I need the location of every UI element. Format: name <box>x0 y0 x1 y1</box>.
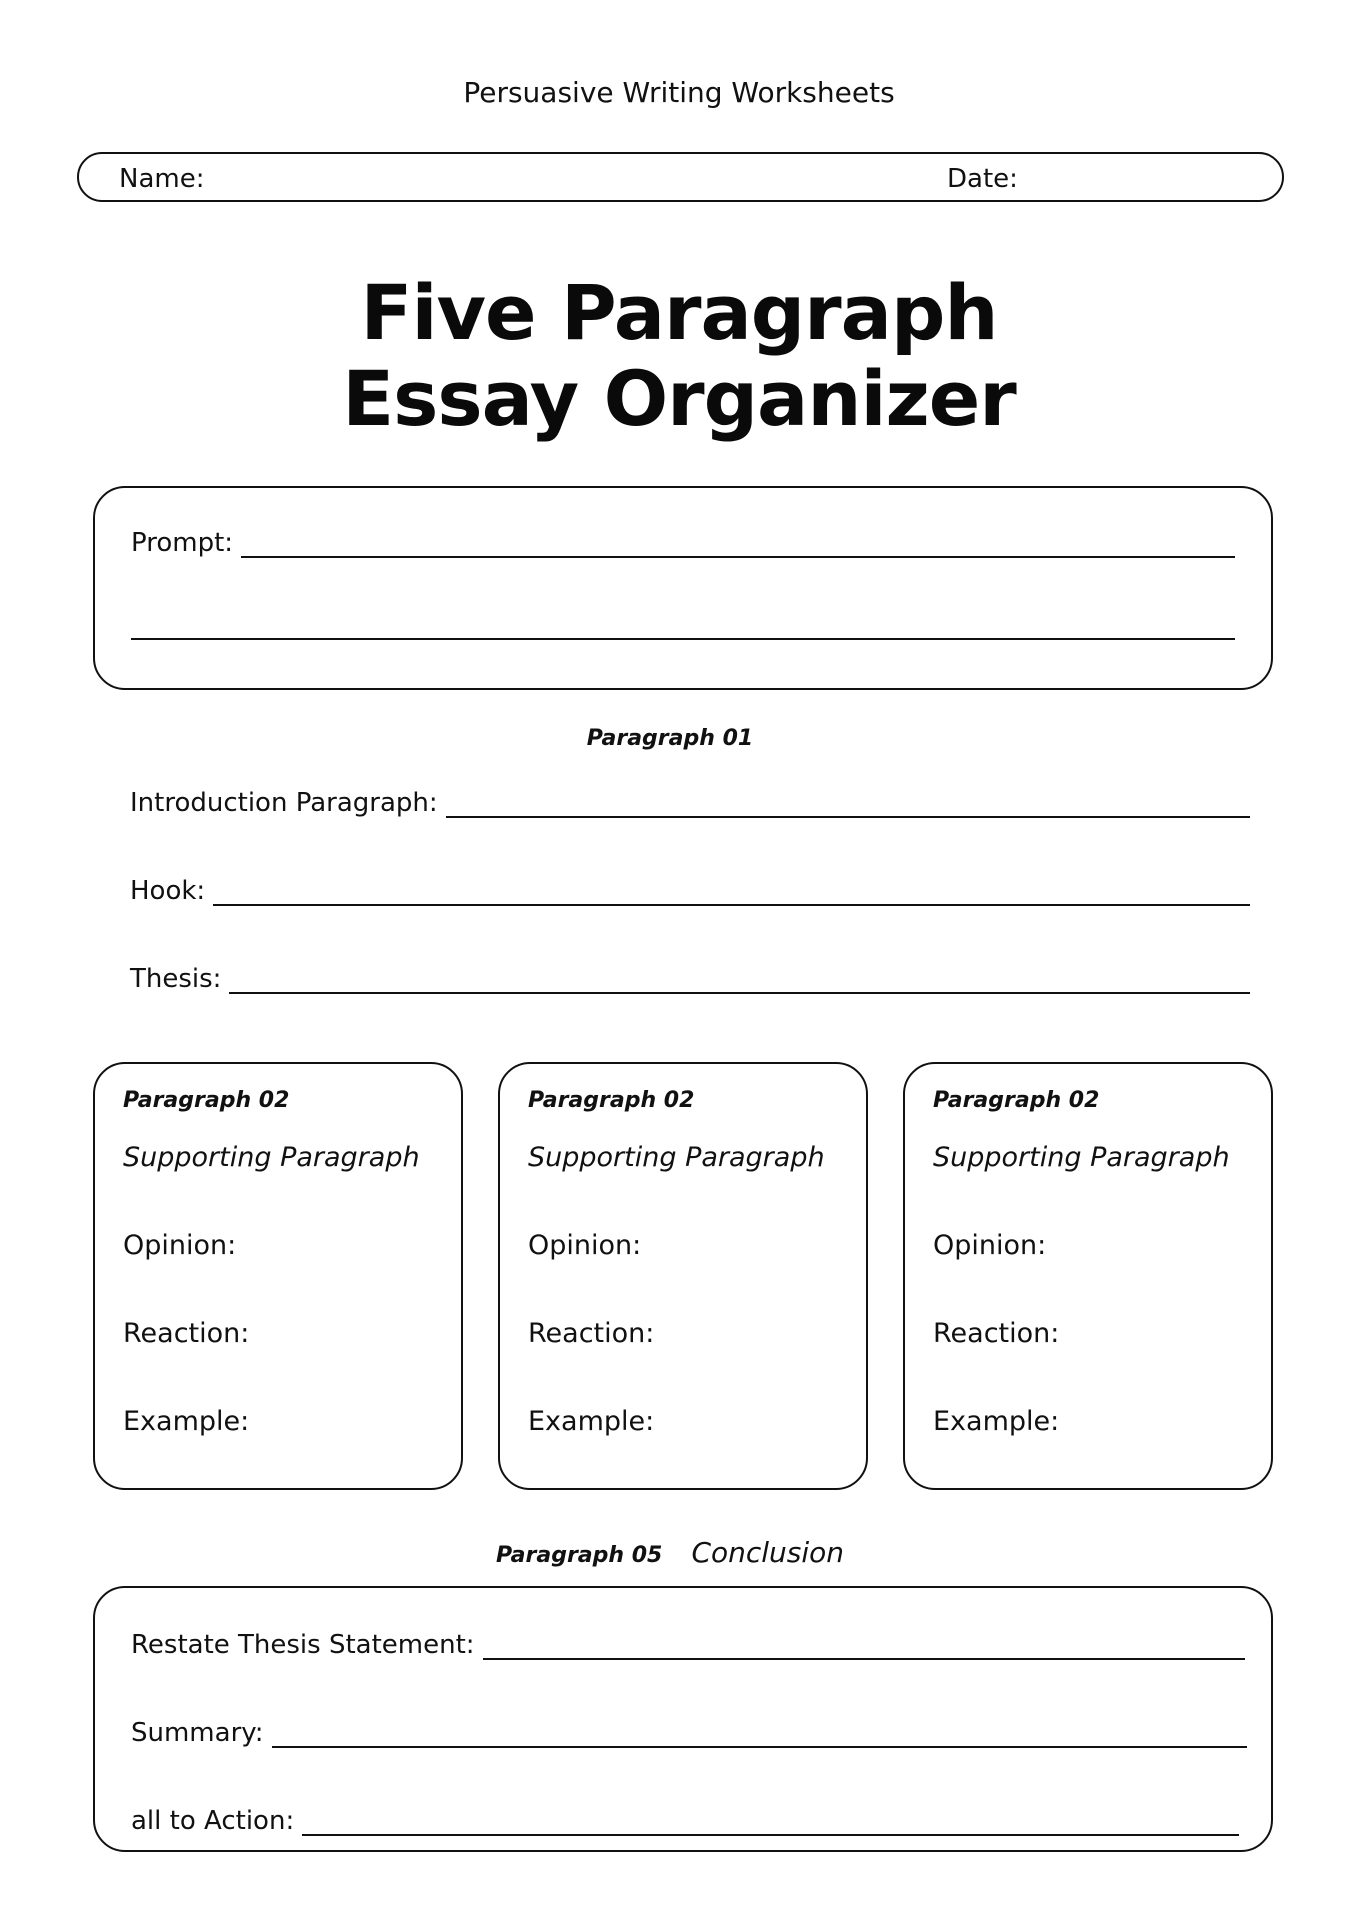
introduction-label: Introduction Paragraph: <box>130 788 438 818</box>
prompt-line-1[interactable] <box>241 534 1235 558</box>
restate-thesis-label: Restate Thesis Statement: <box>131 1630 475 1660</box>
paragraph-01-heading: Paragraph 01 <box>586 726 754 751</box>
thesis-row <box>130 964 1250 994</box>
thesis-line[interactable] <box>229 970 1250 994</box>
supporting-card-heading: Paragraph 02 <box>933 1088 1100 1113</box>
name-label: Name: <box>119 164 205 194</box>
summary-row <box>131 1718 1247 1748</box>
prompt-line-2[interactable] <box>131 616 1235 640</box>
introduction-row <box>130 788 1250 818</box>
supporting-card-heading: Paragraph 02 <box>528 1088 695 1113</box>
conclusion-box <box>93 1586 1273 1852</box>
opinion-label: Opinion: <box>123 1230 237 1261</box>
page-title-line-2: Essay Organizer <box>342 354 1016 443</box>
paragraph-05-heading: Paragraph 05 <box>495 1543 663 1568</box>
page-title <box>0 270 1358 442</box>
worksheet-header-title: Persuasive Writing Worksheets <box>463 76 895 109</box>
conclusion-heading-row <box>0 1536 1340 1569</box>
hook-row <box>130 876 1250 906</box>
prompt-row <box>131 528 1235 558</box>
example-label: Example: <box>528 1406 655 1437</box>
prompt-label: Prompt: <box>131 528 234 558</box>
hook-line[interactable] <box>213 882 1250 906</box>
supporting-card-1 <box>93 1062 463 1490</box>
supporting-card-subtitle: Supporting Paragraph <box>933 1142 1230 1173</box>
reaction-label: Reaction: <box>933 1318 1060 1349</box>
restate-thesis-row <box>131 1630 1245 1660</box>
prompt-row-2 <box>131 616 1235 640</box>
opinion-label: Opinion: <box>528 1230 642 1261</box>
supporting-card-2 <box>498 1062 868 1490</box>
call-to-action-label: all to Action: <box>131 1806 295 1836</box>
hook-label: Hook: <box>130 876 206 906</box>
example-label: Example: <box>933 1406 1060 1437</box>
date-label: Date: <box>947 164 1018 194</box>
call-to-action-row <box>131 1806 1239 1836</box>
supporting-card-subtitle: Supporting Paragraph <box>123 1142 420 1173</box>
conclusion-subtitle: Conclusion <box>691 1536 845 1569</box>
reaction-label: Reaction: <box>123 1318 250 1349</box>
opinion-label: Opinion: <box>933 1230 1047 1261</box>
example-label: Example: <box>123 1406 250 1437</box>
supporting-card-subtitle: Supporting Paragraph <box>528 1142 825 1173</box>
call-to-action-line[interactable] <box>302 1812 1239 1836</box>
supporting-card-3 <box>903 1062 1273 1490</box>
introduction-line[interactable] <box>446 794 1250 818</box>
name-date-bar <box>77 152 1284 202</box>
supporting-card-heading: Paragraph 02 <box>123 1088 290 1113</box>
restate-thesis-line[interactable] <box>483 1636 1245 1660</box>
summary-line[interactable] <box>272 1724 1247 1748</box>
reaction-label: Reaction: <box>528 1318 655 1349</box>
prompt-box <box>93 486 1273 690</box>
thesis-label: Thesis: <box>130 964 222 994</box>
page-title-line-1: Five Paragraph <box>360 268 998 357</box>
summary-label: Summary: <box>131 1718 264 1748</box>
